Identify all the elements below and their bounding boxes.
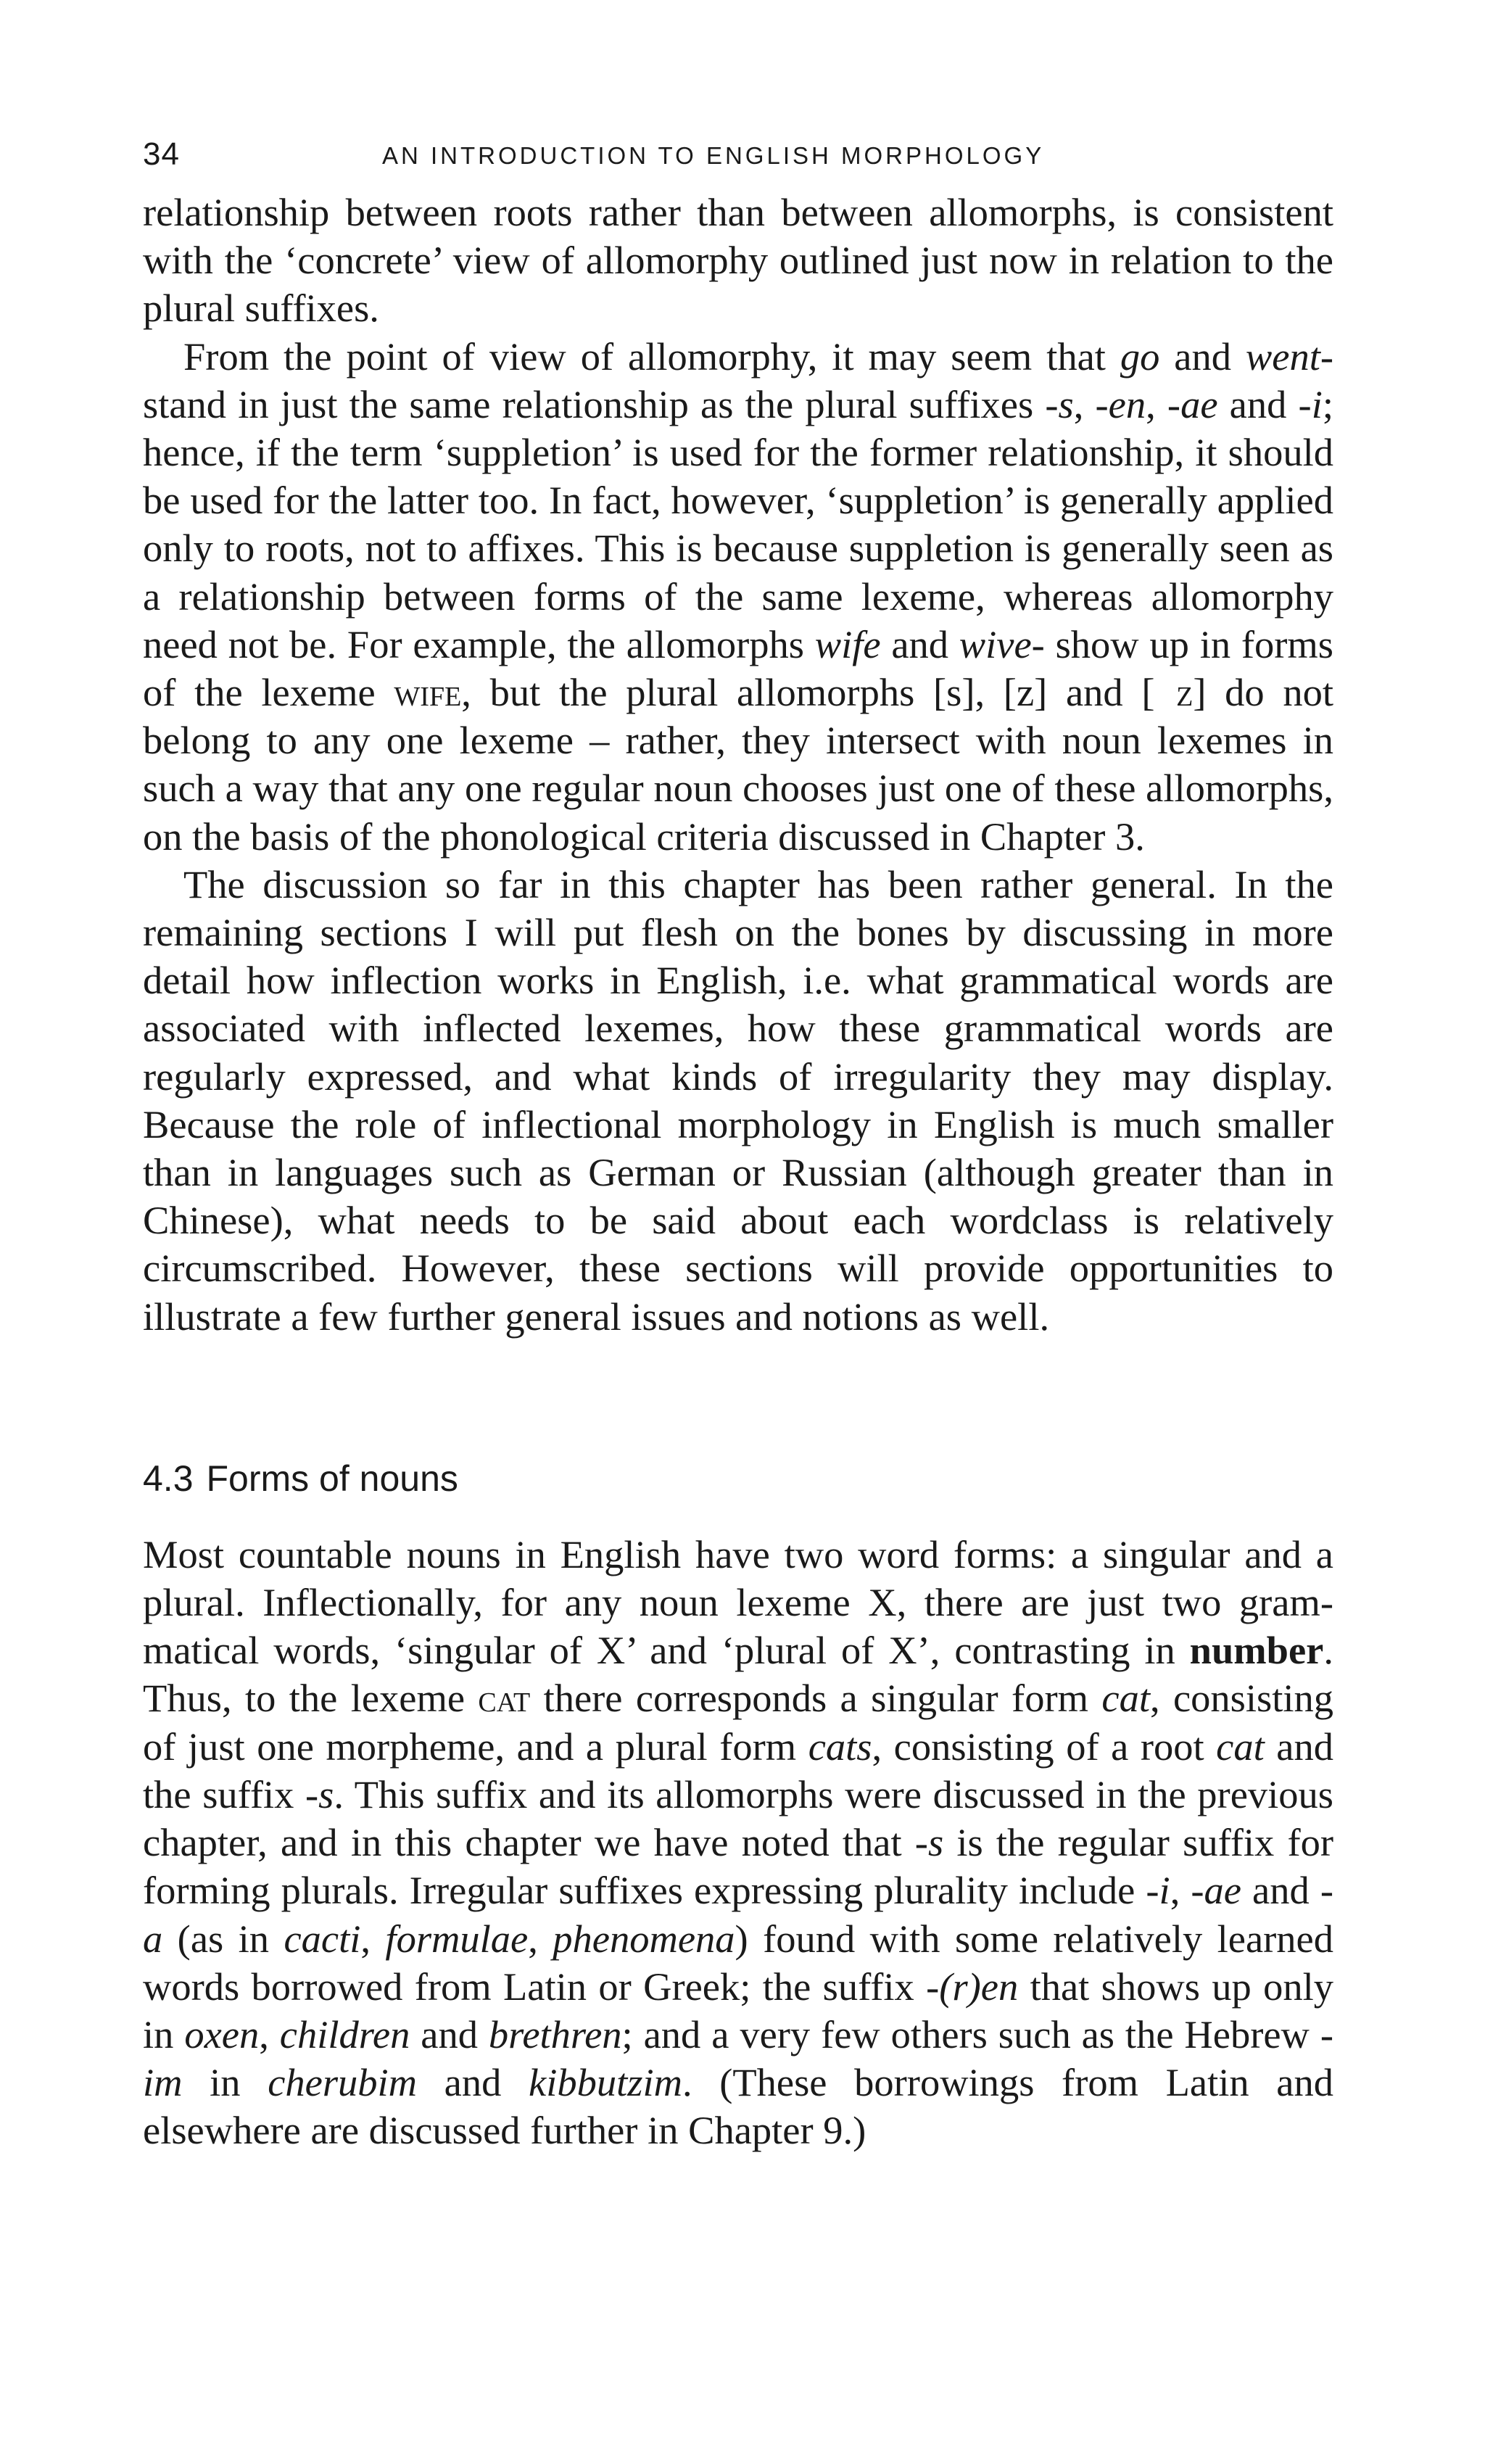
italic-term: children	[279, 2012, 410, 2056]
italic-term: -ae	[1167, 381, 1218, 426]
text-run: ,	[1170, 1868, 1191, 1913]
italic-term: cat	[1216, 1724, 1265, 1769]
italic-term: -im	[143, 2012, 1333, 2105]
text-run: show up in forms of the lexeme	[143, 621, 1333, 715]
text-run: that shows up only in	[143, 1964, 1333, 2056]
italic-term: formulae	[385, 1916, 529, 1961]
italic-term: kibbutzim	[529, 2060, 682, 2105]
bold-term: number	[1189, 1628, 1324, 1673]
italic-term: phenomena	[553, 1916, 735, 1961]
text-run: ) found with some relatively learned words borrowed from Latin or Greek; the suffix	[143, 1916, 1333, 2009]
text-run: ,	[528, 1916, 553, 1961]
italic-term: -s	[305, 1771, 334, 1816]
italic-term: oxen	[184, 2012, 260, 2056]
section-paragraphs	[143, 1531, 1333, 2155]
italic-term: wife	[814, 621, 881, 666]
text-run: From the point of view of allomorphy, it may seem that	[183, 334, 1120, 379]
italic-term: cat	[1101, 1676, 1150, 1721]
text-run: ,	[1073, 381, 1096, 426]
small-caps-term: ɪz	[1154, 670, 1194, 715]
intro-paragraphs	[143, 189, 1333, 1341]
page-header	[143, 123, 1333, 189]
text-run: and	[880, 621, 959, 666]
text-run: ,	[360, 1916, 386, 1961]
italic-term: -i	[1298, 381, 1323, 426]
text-run: . (These borrowings from Latin and elsewhere are discussed further in Chapter 9.)	[143, 2060, 1333, 2153]
text-run: , consisting of just one morpheme, and a plural form	[143, 1676, 1333, 1769]
text-run: and	[1159, 334, 1246, 379]
text-run: , but the plural allomorphs [s], [z] and [	[461, 670, 1155, 715]
italic-term: -(r)en	[926, 1964, 1019, 2009]
italic-term: -s	[1045, 381, 1074, 426]
text-run: and	[1217, 381, 1299, 426]
paragraph	[143, 1531, 1333, 2155]
italic-term: -s	[914, 1820, 944, 1865]
text-run: The discussion so far in this chapter has been rather general. In the remaining sections I will put flesh on the bones by discussing in more detail how inflection works in English, i.e. what grammatical words are associated with inflected lexemes, how these grammatical words are regularly expressed, and what kinds of irregularity they may display. Because the role of inflectional morphology in English is much smaller than in languages such as German or Russian (although greater than in Chinese), what needs to be said about each wordclass is relatively circumscribed. However, these sections will provide opportunities to illustrate a few further general issues and notions as well.	[143, 861, 1333, 1339]
small-caps-term: cat	[478, 1676, 531, 1721]
text-run: relationship between roots rather than between allomorphs, is consistent with the ‘concrete’ view of allomorphy outlined just now in relation to the plural suffixes.	[143, 190, 1333, 331]
paragraph	[143, 861, 1333, 1341]
text-run: and	[1241, 1868, 1320, 1913]
page-number: 34	[143, 136, 180, 172]
text-run: and the suffix	[143, 1724, 1333, 1816]
text-run: ] do not belong to any one lexeme – rather, they intersect with noun lexemes in such a way that any one regular noun chooses just one of these allomorphs, on the basis of the phonological criteria discussed in Chapter 3.	[143, 670, 1333, 859]
italic-term: -i	[1146, 1868, 1170, 1913]
text-run: , consisting of a root	[872, 1724, 1217, 1769]
running-head: AN INTRODUCTION TO ENGLISH MORPHOLOGY	[382, 142, 1045, 169]
italic-term: -en	[1095, 381, 1146, 426]
text-run: ,	[259, 2012, 280, 2056]
small-caps-term: wife	[394, 670, 462, 715]
text-run: in	[182, 2060, 268, 2105]
text-run: . Thus, to the lexeme	[143, 1628, 1333, 1721]
italic-term: -ae	[1191, 1868, 1241, 1913]
book-page	[143, 123, 1333, 2155]
text-run: is the regular suffix for forming plurals. Irregular suffixes expressing plurality include	[143, 1820, 1333, 1913]
section-heading	[143, 1457, 1333, 1500]
italic-term: cherubim	[268, 2060, 418, 2105]
section-title: Forms of nouns	[206, 1458, 458, 1499]
italic-term: went-	[1245, 334, 1333, 379]
text-run: there corresponds a singular form	[530, 1676, 1102, 1721]
text-run: (as in	[162, 1916, 284, 1961]
text-run: Most countable nouns in English have two word forms: a singular and a plural. Inflectionally, for any noun lexeme X, there are just two grammatical words, ‘singular of X’ and ‘plural of X’, contrasting in	[143, 1531, 1333, 1673]
italic-term: -a	[143, 1868, 1333, 1961]
text-run: stand in just the same relationship as the plural suffixes	[143, 381, 1046, 426]
text-run: and	[417, 2060, 529, 2105]
italic-term: cacti	[284, 1916, 361, 1961]
text-run: ; and a very few others such as the Hebrew	[621, 2012, 1320, 2056]
text-run: ; hence, if the term ‘suppletion’ is used for the former relationship, it should be used for the latter too. In fact, however, ‘suppletion’ is generally applied only to roots, not to affixes. This is because suppletion is generally seen as a relationship between forms of the same lexeme, whereas allomorphy need not be. For example, the allomorphs	[143, 381, 1333, 666]
italic-term: brethren	[488, 2012, 622, 2056]
italic-term: go	[1120, 334, 1160, 379]
section-number: 4.3	[143, 1458, 194, 1499]
paragraph	[143, 189, 1333, 333]
text-run: ,	[1146, 381, 1167, 426]
paragraph	[143, 333, 1333, 861]
text-run: and	[410, 2012, 489, 2056]
body-text	[143, 189, 1333, 2155]
text-run: . This suffix and its allomorphs were discussed in the previous chapter, and in this chapter we have noted that	[143, 1771, 1333, 1865]
italic-term: cats	[808, 1724, 872, 1769]
italic-term: wive-	[959, 621, 1045, 666]
